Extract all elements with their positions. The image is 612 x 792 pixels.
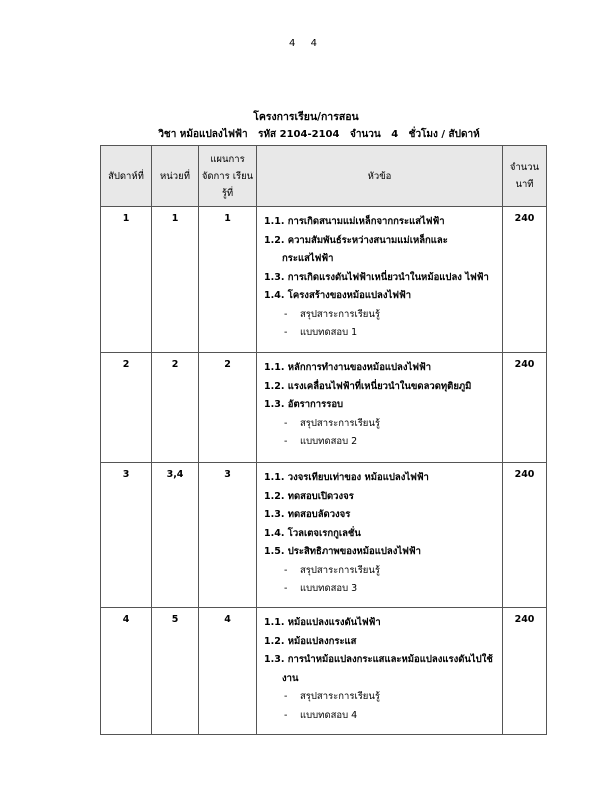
topic-item: 1.4. โวลเตจเรกกูเลชั่น — [264, 527, 361, 539]
bullet-item: - แบบทดสอบ 2 — [284, 436, 358, 447]
bullet-text: แบบทดสอบ 2 — [300, 436, 358, 447]
bullet-text: สรุปสาระการเรียนรู้ — [300, 564, 380, 576]
week-cell: 2 — [101, 353, 152, 463]
week-cell: 3 — [101, 463, 152, 608]
subject-name: วิชา หม้อแปลงไฟฟ้า — [158, 129, 248, 140]
bullet-item: - แบบทดสอบ 3 — [284, 583, 358, 594]
topic-item: 1.2. แรงเคลื่อนไฟฟ้าที่เหนี่ยวนำในขดลวดทุติยภูมิ — [264, 380, 472, 392]
plan-cell: 1 — [199, 207, 257, 353]
bullet-text: แบบทดสอบ 3 — [300, 583, 358, 594]
table-row — [101, 608, 547, 735]
unit-cell: 3,4 — [152, 463, 199, 608]
page-number: 4 4 — [289, 38, 323, 49]
minutes-cell: 240 — [503, 463, 547, 608]
minutes-cell: 240 — [503, 608, 547, 735]
page-title: โครงการเรียน/การสอน — [253, 111, 359, 123]
topic-item: 1.1. หลักการทำงานของหม้อแปลงไฟฟ้า — [264, 362, 432, 373]
topic-item: 1.1. วงจรเทียบเท่าของ หม้อแปลงไฟฟ้า — [264, 472, 429, 483]
header-topic: หัวข้อ — [257, 146, 503, 207]
topic-item: 1.3. อัตราการรอบ — [264, 399, 344, 410]
plan-cell: 2 — [199, 353, 257, 463]
unit-cell: 2 — [152, 353, 199, 463]
topics-cell — [257, 608, 503, 735]
plan-cell: 4 — [199, 608, 257, 735]
bullet-text: แบบทดสอบ 4 — [300, 709, 358, 721]
topics-cell — [257, 207, 503, 353]
table-row — [101, 207, 547, 353]
bullet-item: - แบบทดสอบ 4 — [284, 709, 358, 721]
bullet-text: สรุปสาระการเรียนรู้ — [300, 417, 380, 429]
header-unit: หน่วยที่ — [152, 146, 199, 207]
topic-item: 1.2. ความสัมพันธ์ระหว่างสนามแม่เหล็กและ — [264, 234, 448, 246]
header-minutes: จำนวน นาที — [503, 146, 547, 207]
subject-code: รหัส 2104-2104 — [258, 129, 340, 140]
course-subtitle — [100, 127, 545, 142]
schedule-table — [100, 145, 547, 735]
bullet-text: แบบทดสอบ 1 — [300, 327, 358, 338]
table-row — [101, 353, 547, 463]
topic-item: 1.3. ทดสอบลัดวงจร — [264, 509, 351, 520]
week-cell: 1 — [101, 207, 152, 353]
amount-value: 4 — [391, 129, 399, 140]
topic-item: 1.2. ทดสอบเปิดวงจร — [264, 490, 354, 502]
bullet-item: - สรุปสาระการเรียนรู้ — [284, 691, 380, 702]
header-week: สัปดาห์ที่ — [101, 146, 152, 207]
topic-item: 1.1. หม้อแปลงแรงดันไฟฟ้า — [264, 617, 381, 628]
topic-item: งาน — [282, 672, 299, 684]
topic-item: 1.5. ประสิทธิภาพของหม้อแปลงไฟฟ้า — [264, 546, 421, 557]
topic-item: 1.4. โครงสร้างของหม้อแปลงไฟฟ้า — [264, 290, 412, 301]
week-cell: 4 — [101, 608, 152, 735]
minutes-cell: 240 — [503, 207, 547, 353]
topic-item: 1.3. การเกิดแรงดันไฟฟ้าเหนี่ยวนำในหม้อแปลง ไฟฟ้า — [264, 271, 489, 283]
topics-cell — [257, 353, 503, 463]
minutes-cell: 240 — [503, 353, 547, 463]
topic-item: 1.2. หม้อแปลงกระแส — [264, 635, 357, 647]
bullet-item: - สรุปสาระการเรียนรู้ — [284, 417, 380, 429]
bullet-text: สรุปสาระการเรียนรู้ — [300, 691, 380, 702]
hours-per-week: ชั่วโมง / สัปดาห์ — [408, 129, 480, 140]
unit-cell: 5 — [152, 608, 199, 735]
plan-cell: 3 — [199, 463, 257, 608]
header-plan: แผนการ จัดการ เรียนรู้ที่ — [199, 146, 257, 207]
topic-item: 1.3. การนำหม้อแปลงกระแสและหม้อแปลงแรงดันไปใช้ — [264, 654, 493, 665]
table-row — [101, 463, 547, 608]
amount-label: จำนวน — [349, 129, 381, 140]
unit-cell: 1 — [152, 207, 199, 353]
bullet-item: - สรุปสาระการเรียนรู้ — [284, 564, 380, 576]
topic-item: กระแสไฟฟ้า — [282, 253, 334, 264]
topic-item: 1.1. การเกิดสนามแม่เหล็กจากกระแสไฟฟ้า — [264, 216, 445, 227]
bullet-text: สรุปสาระการเรียนรู้ — [300, 308, 380, 320]
bullet-item: - แบบทดสอบ 1 — [284, 327, 358, 338]
topics-cell — [257, 463, 503, 608]
bullet-item: - สรุปสาระการเรียนรู้ — [284, 308, 380, 320]
table-header-row — [101, 146, 547, 207]
